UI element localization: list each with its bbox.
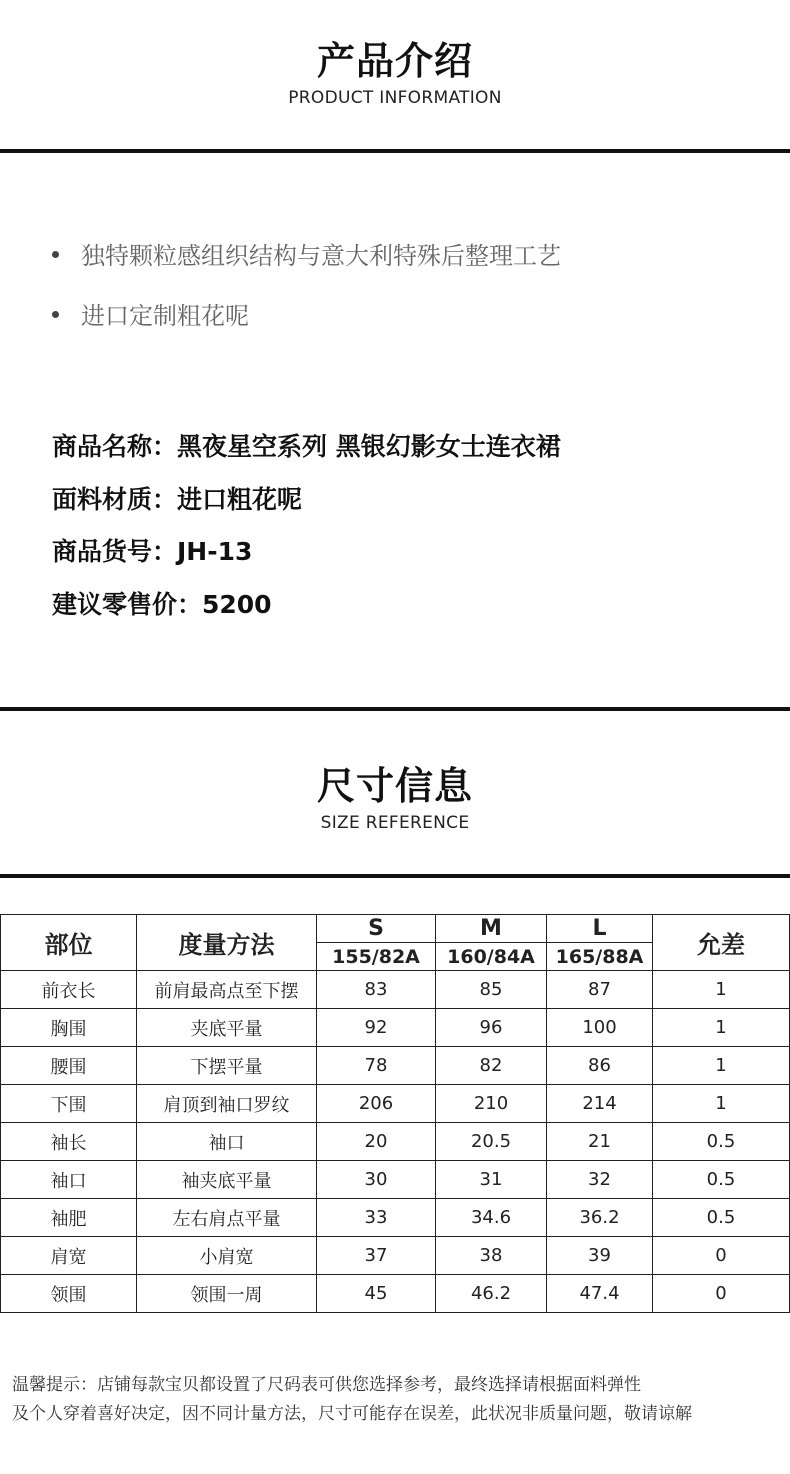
cell-method: 夹底平量 [137,1009,317,1047]
header-size-l: L [547,915,653,943]
cell-size-m: 31 [436,1161,547,1199]
product-price: 建议零售价：5200 [52,590,272,619]
cell-method: 袖口 [137,1123,317,1161]
note-line: 及个人穿着喜好决定，因不同计量方法，尺寸可能存在误差，此状况非质量问题，敬请谅解 [12,1404,692,1424]
cell-tolerance: 1 [653,1047,790,1085]
cell-method: 袖夹底平量 [137,1161,317,1199]
header-spec-m: 160/84A [436,943,547,971]
cell-size-l: 100 [547,1009,653,1047]
feature-text: 独特颗粒感组织结构与意大利特殊后整理工艺 [81,242,561,270]
cell-size-m: 96 [436,1009,547,1047]
table-row [1,1123,790,1161]
table-row [1,1047,790,1085]
cell-size-s: 33 [317,1199,436,1237]
header-part: 部位 [1,915,137,971]
cell-size-m: 46.2 [436,1275,547,1313]
table-row [1,1085,790,1123]
feature-bullet [52,296,249,331]
divider [0,707,790,711]
cell-size-s: 206 [317,1085,436,1123]
cell-size-m: 34.6 [436,1199,547,1237]
cell-tolerance: 0 [653,1237,790,1275]
cell-size-m: 20.5 [436,1123,547,1161]
cell-part: 腰围 [1,1047,137,1085]
size-ref-title: 尺寸信息 [316,764,473,808]
cell-size-m: 82 [436,1047,547,1085]
cell-size-l: 32 [547,1161,653,1199]
cell-part: 袖口 [1,1161,137,1199]
table-row [1,1237,790,1275]
size-ref-subtitle: SIZE REFERENCE [320,813,470,833]
cell-method: 小肩宽 [137,1237,317,1275]
cell-method: 领围一周 [137,1275,317,1313]
cell-tolerance: 0.5 [653,1199,790,1237]
cell-part: 肩宽 [1,1237,137,1275]
cell-method: 下摆平量 [137,1047,317,1085]
cell-size-l: 47.4 [547,1275,653,1313]
header-size-m: M [436,915,547,943]
note-line: 温馨提示：店铺每款宝贝都设置了尺码表可供您选择参考，最终选择请根据面料弹性 [12,1375,641,1395]
header-spec-s: 155/82A [317,943,436,971]
cell-size-l: 87 [547,971,653,1009]
product-sku: 商品货号：JH-13 [52,537,253,566]
bullet-dot-icon [52,311,59,318]
cell-tolerance: 0.5 [653,1161,790,1199]
cell-part: 下围 [1,1085,137,1123]
feature-bullet [52,236,561,271]
header-method: 度量方法 [137,915,317,971]
cell-size-m: 210 [436,1085,547,1123]
cell-method: 前肩最高点至下摆 [137,971,317,1009]
cell-part: 袖长 [1,1123,137,1161]
header-spec-l: 165/88A [547,943,653,971]
product-info-subtitle: PRODUCT INFORMATION [288,88,502,108]
cell-size-s: 78 [317,1047,436,1085]
cell-size-l: 214 [547,1085,653,1123]
cell-part: 胸围 [1,1009,137,1047]
product-name: 商品名称：黑夜星空系列 黑银幻影女士连衣裙 [52,432,561,461]
header-size-s: S [317,915,436,943]
cell-size-l: 36.2 [547,1199,653,1237]
cell-tolerance: 1 [653,971,790,1009]
bullet-dot-icon [52,251,59,258]
product-info-title: 产品介绍 [316,39,473,83]
cell-size-l: 86 [547,1047,653,1085]
cell-size-l: 21 [547,1123,653,1161]
cell-method: 左右肩点平量 [137,1199,317,1237]
cell-part: 领围 [1,1275,137,1313]
cell-size-s: 30 [317,1161,436,1199]
cell-tolerance: 1 [653,1009,790,1047]
feature-text: 进口定制粗花呢 [81,302,249,330]
size-table [0,914,790,1313]
header-tolerance: 允差 [653,915,790,971]
cell-size-m: 85 [436,971,547,1009]
product-material: 面料材质：进口粗花呢 [52,485,303,514]
cell-part: 前衣长 [1,971,137,1009]
cell-part: 袖肥 [1,1199,137,1237]
cell-size-s: 83 [317,971,436,1009]
cell-tolerance: 1 [653,1085,790,1123]
table-row [1,1009,790,1047]
cell-size-s: 20 [317,1123,436,1161]
cell-tolerance: 0.5 [653,1123,790,1161]
table-row [1,971,790,1009]
table-row [1,1275,790,1313]
cell-size-s: 92 [317,1009,436,1047]
cell-size-l: 39 [547,1237,653,1275]
cell-method: 肩顶到袖口罗纹 [137,1085,317,1123]
cell-size-s: 45 [317,1275,436,1313]
divider [0,874,790,878]
table-row [1,1199,790,1237]
divider [0,149,790,153]
cell-size-m: 38 [436,1237,547,1275]
cell-size-s: 37 [317,1237,436,1275]
table-row [1,1161,790,1199]
cell-tolerance: 0 [653,1275,790,1313]
